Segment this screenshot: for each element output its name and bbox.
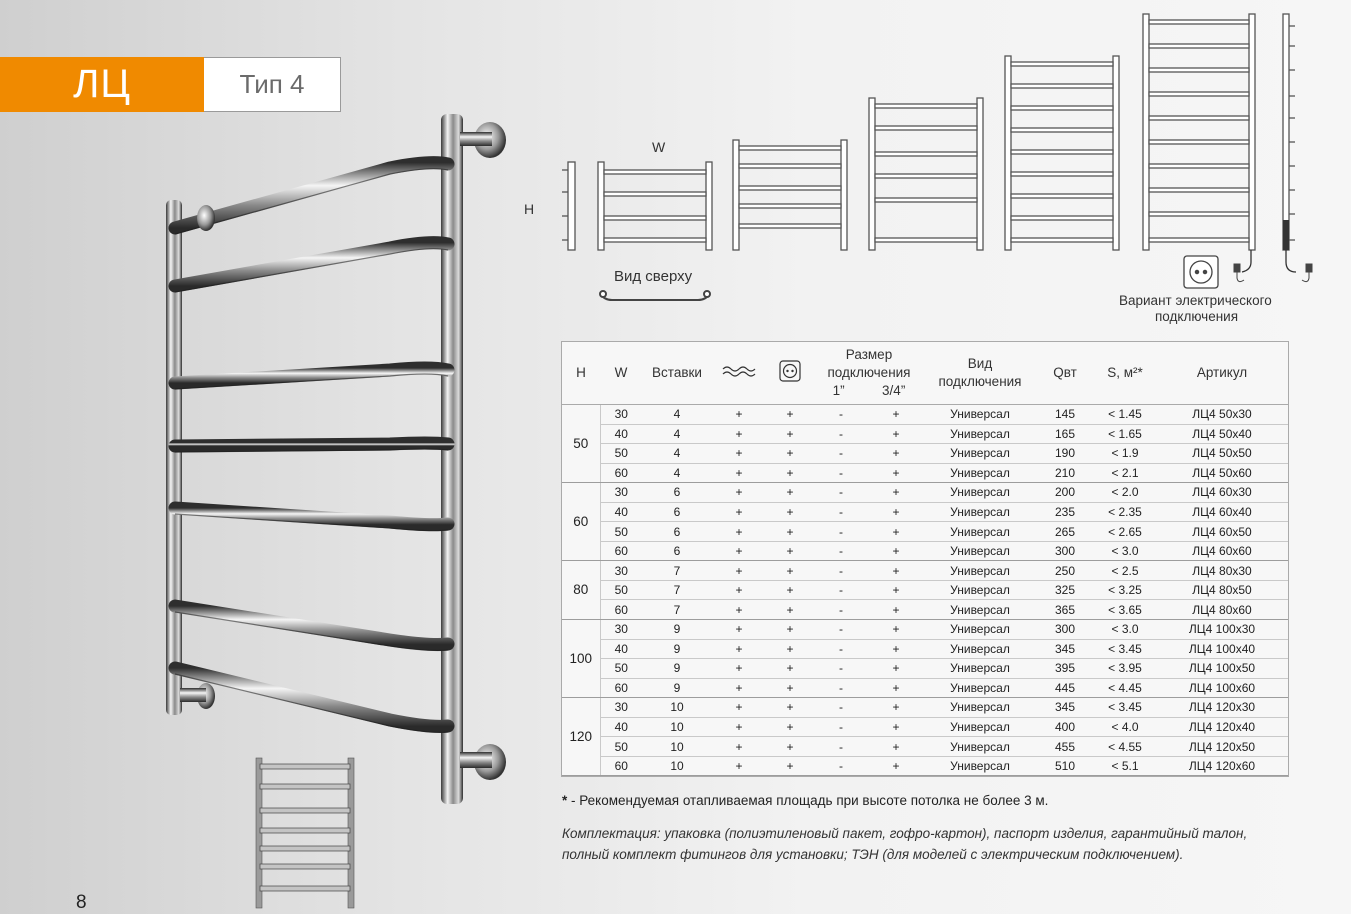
cell-inserts: 4 [642,444,712,464]
cell-water: + [712,463,766,483]
cell-water: + [712,444,766,464]
cell-article: ЛЦ4 120х60 [1156,756,1288,776]
cell-conn: Универсал [924,717,1036,737]
cell-article: ЛЦ4 50х30 [1156,405,1288,425]
cell-water: + [712,620,766,640]
cell-inserts: 6 [642,541,712,561]
table-row [562,620,1288,640]
table-row [562,580,1288,600]
cell-s34: + [868,620,924,640]
cell-s1: - [814,756,868,776]
cell-s1: - [814,561,868,581]
cell-w: 60 [600,541,642,561]
frame-4-rungs [598,162,712,250]
cell-s1: - [814,639,868,659]
table-row [562,541,1288,561]
col-inserts: Вставки [642,342,712,405]
cell-w: 60 [600,756,642,776]
cell-s34: + [868,541,924,561]
cell-inserts: 10 [642,698,712,718]
cell-water: + [712,502,766,522]
top-view-label: Вид сверху [614,268,693,285]
cell-inserts: 9 [642,639,712,659]
cell-article: ЛЦ4 80х50 [1156,580,1288,600]
cell-s1: - [814,678,868,698]
cell-water: + [712,737,766,757]
cell-electric: + [766,659,814,679]
cell-conn: Универсал [924,600,1036,620]
cell-article: ЛЦ4 100х40 [1156,639,1288,659]
cell-water: + [712,678,766,698]
cell-power: 365 [1036,600,1094,620]
cell-inserts: 7 [642,600,712,620]
footnote-mark: * [562,793,568,808]
table-row [562,522,1288,542]
plug-icon [1234,264,1312,282]
cell-power: 345 [1036,639,1094,659]
cell-power: 395 [1036,659,1094,679]
table-row [562,659,1288,679]
cell-s34: + [868,600,924,620]
cell-s1: - [814,483,868,503]
cell-w: 50 [600,659,642,679]
kit-note: Комплектация: упаковка (полиэтиленовый пакет, гофро-картон), паспорт изделия, гарантийный талон, полный комплект фитингов для установки; ТЭН (для моделей с электрическим подключением). [562,826,1248,862]
cell-s34: + [868,639,924,659]
cell-power: 345 [1036,698,1094,718]
cell-inserts: 9 [642,659,712,679]
size-header-line1: Размер [845,347,893,362]
cell-water: + [712,424,766,444]
cell-power: 325 [1036,580,1094,600]
cell-water: + [712,698,766,718]
cell-s1: - [814,541,868,561]
table-row [562,639,1288,659]
socket-icon [1184,256,1218,288]
cell-area: < 3.65 [1094,600,1156,620]
cell-conn: Универсал [924,463,1036,483]
wave-icon [722,365,756,377]
cell-area: < 2.35 [1094,502,1156,522]
table-header-row [562,342,1288,405]
size-schematics [520,10,1320,310]
cell-power: 235 [1036,502,1094,522]
cell-conn: Универсал [924,405,1036,425]
cell-power: 200 [1036,483,1094,503]
cell-s34: + [868,756,924,776]
cell-w: 30 [600,561,642,581]
table-row [562,444,1288,464]
side-view-diagram [562,162,575,250]
cell-w: 50 [600,444,642,464]
cell-area: < 3.45 [1094,639,1156,659]
cell-electric: + [766,717,814,737]
top-view-diagram [600,291,710,300]
cell-area: < 3.45 [1094,698,1156,718]
cell-s1: - [814,659,868,679]
height-group-cell: 80 [562,561,600,620]
cell-conn: Универсал [924,737,1036,757]
cell-electric: + [766,424,814,444]
cell-electric: + [766,561,814,581]
cell-electric: + [766,678,814,698]
cell-water: + [712,522,766,542]
cell-s34: + [868,444,924,464]
table-row [562,756,1288,776]
cell-inserts: 9 [642,620,712,640]
cell-article: ЛЦ4 80х60 [1156,600,1288,620]
size-header-line2: подключения [827,365,911,380]
cell-electric: + [766,444,814,464]
cell-article: ЛЦ4 60х40 [1156,502,1288,522]
col-connection-type [924,342,1036,405]
conn-header-line1: Вид [967,356,993,371]
cell-s34: + [868,717,924,737]
cell-s34: + [868,405,924,425]
cell-electric: + [766,698,814,718]
cell-electric: + [766,737,814,757]
cell-article: ЛЦ4 100х30 [1156,620,1288,640]
cell-s34: + [868,424,924,444]
cell-article: ЛЦ4 50х60 [1156,463,1288,483]
cell-s1: - [814,737,868,757]
cell-s1: - [814,620,868,640]
cell-area: < 4.45 [1094,678,1156,698]
cell-w: 60 [600,600,642,620]
cell-w: 50 [600,580,642,600]
cell-article: ЛЦ4 120х50 [1156,737,1288,757]
cell-conn: Универсал [924,620,1036,640]
cell-electric: + [766,463,814,483]
col-area: S, м²* [1094,342,1156,405]
cell-power: 265 [1036,522,1094,542]
cell-power: 190 [1036,444,1094,464]
table-row [562,600,1288,620]
cell-power: 145 [1036,405,1094,425]
cell-area: < 5.1 [1094,756,1156,776]
cell-s34: + [868,698,924,718]
cell-article: ЛЦ4 60х60 [1156,541,1288,561]
cell-power: 300 [1036,620,1094,640]
cell-water: + [712,717,766,737]
cell-s1: - [814,444,868,464]
cell-s1: - [814,463,868,483]
col-w: W [600,342,642,405]
height-label: H [524,201,535,217]
cell-area: < 4.0 [1094,717,1156,737]
cell-s34: + [868,463,924,483]
cell-area: < 1.9 [1094,444,1156,464]
electric-caption-2: подключения [1155,309,1239,324]
table-body [562,405,1288,776]
towel-rail-front-photo [252,752,362,912]
cell-s1: - [814,522,868,542]
cell-article: ЛЦ4 60х30 [1156,483,1288,503]
cell-conn: Универсал [924,444,1036,464]
cell-inserts: 10 [642,717,712,737]
frame-10-rungs [1143,14,1255,272]
cell-area: < 4.55 [1094,737,1156,757]
cell-s1: - [814,717,868,737]
table-row [562,717,1288,737]
cell-s1: - [814,698,868,718]
cell-s1: - [814,600,868,620]
cell-conn: Универсал [924,424,1036,444]
cell-electric: + [766,522,814,542]
cell-water: + [712,405,766,425]
cell-s1: - [814,580,868,600]
height-group-cell: 50 [562,405,600,483]
cell-w: 40 [600,424,642,444]
cell-electric: + [766,541,814,561]
col-electric [766,342,814,405]
cell-s1: - [814,424,868,444]
cell-inserts: 10 [642,737,712,757]
cell-water: + [712,580,766,600]
table-row [562,463,1288,483]
footnote-text: - Рекомендуемая отапливаемая площадь при высоте потолка не более 3 м. [567,793,1049,808]
cell-article: ЛЦ4 100х50 [1156,659,1288,679]
col-water [712,342,766,405]
table-row [562,678,1288,698]
table-row [562,737,1288,757]
cell-water: + [712,756,766,776]
height-group-cell: 60 [562,483,600,561]
cell-inserts: 10 [642,756,712,776]
cell-inserts: 9 [642,678,712,698]
cell-area: < 2.65 [1094,522,1156,542]
cell-conn: Универсал [924,522,1036,542]
cell-electric: + [766,405,814,425]
col-connection-size [814,342,924,405]
cell-inserts: 4 [642,405,712,425]
cell-inserts: 7 [642,580,712,600]
cell-s34: + [868,502,924,522]
cell-inserts: 6 [642,502,712,522]
cell-w: 30 [600,405,642,425]
cell-s34: + [868,659,924,679]
cell-water: + [712,483,766,503]
cell-article: ЛЦ4 50х40 [1156,424,1288,444]
cell-area: < 2.1 [1094,463,1156,483]
cell-w: 30 [600,698,642,718]
cell-area: < 2.0 [1094,483,1156,503]
series-label: ЛЦ [0,57,204,112]
conn-header-line2: подключения [938,374,1022,389]
cell-w: 60 [600,463,642,483]
cell-s34: + [868,737,924,757]
cell-w: 60 [600,678,642,698]
cell-conn: Универсал [924,659,1036,679]
width-label: W [652,139,666,155]
cell-area: < 3.25 [1094,580,1156,600]
socket-icon [779,360,801,382]
cell-s34: + [868,580,924,600]
cell-electric: + [766,600,814,620]
cell-w: 30 [600,620,642,640]
cell-article: ЛЦ4 100х60 [1156,678,1288,698]
cell-inserts: 6 [642,483,712,503]
table-row [562,483,1288,503]
col-power: Qвт [1036,342,1094,405]
cell-area: < 3.0 [1094,541,1156,561]
cell-w: 50 [600,522,642,542]
cell-s34: + [868,561,924,581]
height-group-cell: 120 [562,698,600,776]
table-row [562,561,1288,581]
cell-power: 400 [1036,717,1094,737]
cell-power: 445 [1036,678,1094,698]
electric-caption-1: Вариант электрического [1119,293,1272,308]
cell-electric: + [766,502,814,522]
size-1-header: 1” [832,383,845,398]
cell-water: + [712,600,766,620]
frame-5-rungs [733,140,847,250]
cell-article: ЛЦ4 80х30 [1156,561,1288,581]
cell-article: ЛЦ4 120х30 [1156,698,1288,718]
cell-water: + [712,659,766,679]
cell-electric: + [766,639,814,659]
cell-s34: + [868,522,924,542]
page-number: 8 [76,892,87,913]
cell-area: < 2.5 [1094,561,1156,581]
cell-conn: Универсал [924,483,1036,503]
cell-area: < 1.65 [1094,424,1156,444]
cell-s34: + [868,678,924,698]
cell-inserts: 4 [642,424,712,444]
table-row [562,698,1288,718]
cell-s1: - [814,502,868,522]
cell-s1: - [814,405,868,425]
cell-power: 455 [1036,737,1094,757]
cell-area: < 1.45 [1094,405,1156,425]
cell-w: 40 [600,639,642,659]
height-group-cell: 100 [562,620,600,698]
cell-inserts: 4 [642,463,712,483]
cell-inserts: 6 [642,522,712,542]
cell-electric: + [766,620,814,640]
cell-conn: Универсал [924,561,1036,581]
cell-article: ЛЦ4 120х40 [1156,717,1288,737]
cell-conn: Универсал [924,502,1036,522]
cell-w: 40 [600,717,642,737]
cell-article: ЛЦ4 50х50 [1156,444,1288,464]
cell-electric: + [766,483,814,503]
towel-rail-photo [150,108,520,808]
table-row [562,502,1288,522]
cell-water: + [712,561,766,581]
cell-area: < 3.95 [1094,659,1156,679]
spec-table [562,342,1288,776]
cell-w: 40 [600,502,642,522]
table-row [562,424,1288,444]
footnote [562,793,1048,808]
cell-power: 300 [1036,541,1094,561]
col-article: Артикул [1156,342,1288,405]
frame-6-rungs [869,98,983,250]
cell-electric: + [766,580,814,600]
cell-conn: Универсал [924,698,1036,718]
cell-conn: Универсал [924,580,1036,600]
frame-9-rungs [1005,56,1119,250]
cell-w: 50 [600,737,642,757]
cell-water: + [712,639,766,659]
table-row [562,405,1288,425]
cell-area: < 3.0 [1094,620,1156,640]
type-label: Тип 4 [204,57,341,112]
cell-conn: Универсал [924,756,1036,776]
cell-power: 165 [1036,424,1094,444]
cell-electric: + [766,756,814,776]
cell-conn: Универсал [924,678,1036,698]
cell-s34: + [868,483,924,503]
cell-article: ЛЦ4 60х50 [1156,522,1288,542]
cell-conn: Универсал [924,541,1036,561]
cell-power: 250 [1036,561,1094,581]
cell-inserts: 7 [642,561,712,581]
cell-w: 30 [600,483,642,503]
col-h: H [562,342,600,405]
cell-power: 510 [1036,756,1094,776]
cell-conn: Универсал [924,639,1036,659]
cell-power: 210 [1036,463,1094,483]
cell-water: + [712,541,766,561]
size-34-header: 3/4” [882,383,906,398]
